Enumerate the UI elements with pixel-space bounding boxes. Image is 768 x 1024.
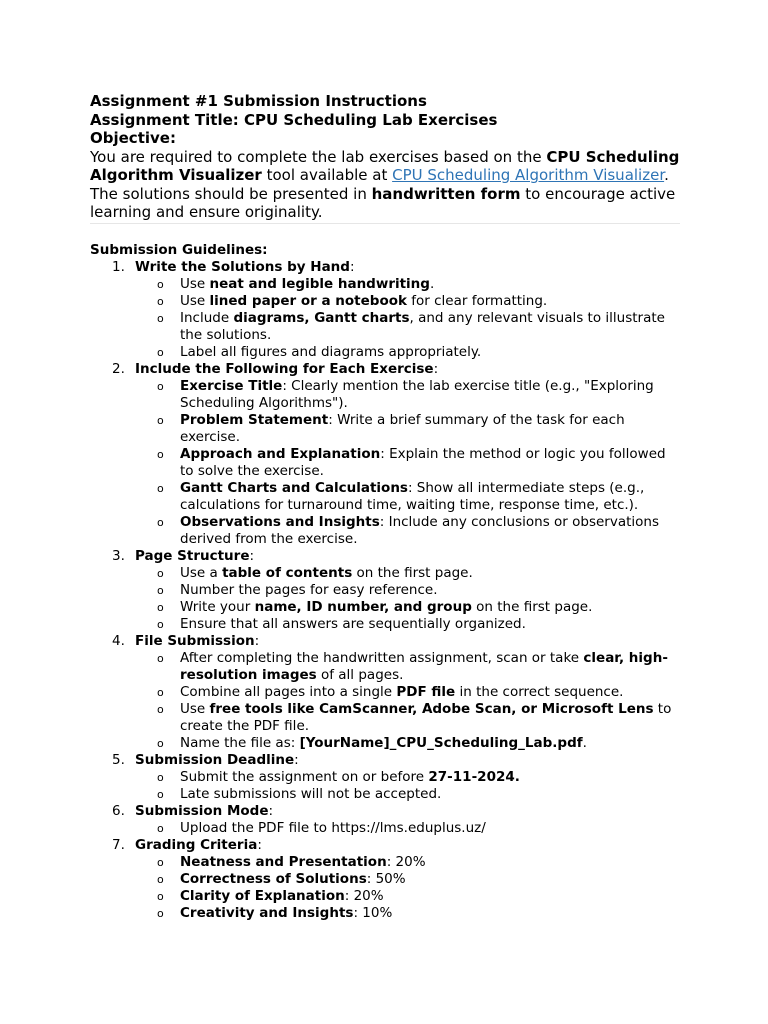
list-item [135,820,680,837]
section-number: 1. [112,258,125,275]
list-item [135,888,680,905]
bullet-marker: o [157,821,164,835]
item-bold-text: PDF file [396,683,456,700]
list-item [135,701,680,735]
list-item [135,514,680,548]
item-bold-text: Correctness of Solutions [180,870,367,887]
item-text: Use a [180,564,223,581]
list-item [135,293,680,310]
item-bold-text: [YourName]_CPU_Scheduling_Lab.pdf [299,734,583,751]
item-text: to create the PDF file. [180,700,672,734]
guideline-section: 5. Submission Deadline: o Submit the assignment on or before 27-11-2024. o Late submissions will not be accepted. [90,752,680,803]
item-text: . [582,734,587,751]
objective-paragraph [90,148,680,222]
list-item [135,650,680,684]
bullet-marker: o [157,277,164,291]
bullet-marker: o [157,651,164,665]
section-divider [90,223,680,224]
bullet-marker: o [157,566,164,580]
bullet-marker: o [157,617,164,631]
item-bold-text: lined paper or a notebook [209,292,407,309]
bullet-marker: o [157,311,164,325]
section-number: 5. [112,751,125,768]
section-title: Submission Mode [135,802,269,819]
section-number: 4. [112,632,125,649]
section-title: Page Structure [135,547,250,564]
item-text: Label all figures and diagrams appropriately. [180,343,482,360]
item-bold-text: Observations and Insights [180,513,380,530]
intro-text: . The solutions should be presented in [90,166,669,203]
bullet-marker: o [157,600,164,614]
bullet-marker: o [157,379,164,393]
item-bold-text: free tools like CamScanner, Adobe Scan, or Microsoft Lens [209,700,654,717]
item-text: on the first page. [471,598,593,615]
guidelines-list [90,259,680,922]
list-item [135,344,680,361]
guideline-section: 2. Include the Following for Each Exercise: o Exercise Title: Clearly mention the lab exercise title (e.g., "Exploring Scheduling Algorithms"). o Problem Statement: Write a brief summary of the task for each exercise. o Approach and Explanation: Explain the method or logic you followed to solve the exercise. o Gantt Charts and Calculations: Show all intermediate steps (e.g., calculations for turnaround time, waiting time, response time, etc.). o Observations and Insights: Include any conclusions or observations derived from the exercise. [90,361,680,548]
bullet-marker: o [157,685,164,699]
item-text: : 20% [386,853,426,870]
bullet-marker: o [157,889,164,903]
item-bold-text: Neatness and Presentation [180,853,387,870]
item-bold-text: Gantt Charts and Calculations [180,479,408,496]
list-item [135,378,680,412]
submission-guidelines-heading: Submission Guidelines: [90,241,268,258]
item-text: Number the pages for easy reference. [180,581,438,598]
item-bold-text: Exercise Title [180,377,283,394]
bullet-marker: o [157,481,164,495]
bullet-marker: o [157,787,164,801]
item-text: Include [180,309,234,326]
bullet-marker: o [157,736,164,750]
item-bold-text: Approach and Explanation [180,445,381,462]
list-item [135,871,680,888]
item-bold-text: name, ID number, and group [254,598,472,615]
intro-text: You are required to complete the lab exercises based on the [90,147,547,166]
bullet-marker: o [157,906,164,920]
item-text: in the correct sequence. [455,683,624,700]
section-items [135,650,680,752]
list-item [135,565,680,582]
section-title: Include the Following for Each Exercise [135,360,434,377]
section-title: Submission Deadline [135,751,295,768]
item-text: : Clearly mention the lab exercise title (e.g., "Exploring Scheduling Algorithms"). [180,377,654,411]
list-item [135,412,680,446]
list-item [135,854,680,871]
document-title: Assignment #1 Submission Instructions [90,92,427,110]
bullet-marker: o [157,447,164,461]
list-item [135,735,680,752]
item-bold-text: neat and legible handwriting [209,275,430,292]
item-bold-text: clear, high-resolution images [180,649,668,683]
guideline-section: 4. File Submission: o After completing the handwritten assignment, scan or take clear, high-resolution images of all pages. o Combine all pages into a single PDF file in the correct sequence. o Use free tools like CamScanner, Adobe Scan, or Microsoft Lens to create the PDF file. o Name the file as: [YourName]_CPU_Scheduling_Lab.pdf. [90,633,680,752]
section-number: 2. [112,360,125,377]
item-text: : 20% [344,887,384,904]
list-item [135,786,680,803]
section-items [135,820,680,837]
item-text: : Explain the method or logic you followed to solve the exercise. [180,445,666,479]
visualizer-link[interactable]: CPU Scheduling Algorithm Visualizer [392,166,665,184]
section-number: 3. [112,547,125,564]
item-bold-text: Clarity of Explanation [180,887,345,904]
item-text: : Show all intermediate steps (e.g., calculations for turnaround time, waiting time, response time, etc.). [180,479,645,513]
bullet-marker: o [157,294,164,308]
item-text: for clear formatting. [406,292,548,309]
list-item [135,684,680,701]
item-text: , and any relevant visuals to illustrate the solutions. [180,309,665,343]
list-item [135,276,680,293]
item-text: : Write a brief summary of the task for each exercise. [180,411,625,445]
item-bold-text: diagrams, Gantt charts [233,309,410,326]
item-text: . [429,275,435,292]
intro-bold-handwritten: handwritten form [371,184,521,203]
list-item [135,616,680,633]
intro-text: to encourage active learning and ensure originality. [90,184,676,221]
item-text: Submit the assignment on or before [180,768,429,785]
section-number: 6. [112,802,125,819]
section-title: Grading Criteria [135,836,258,853]
section-title: Write the Solutions by Hand [135,258,350,275]
list-item [135,446,680,480]
bullet-marker: o [157,583,164,597]
item-text: of all pages. [316,666,404,683]
guideline-section: 1. Write the Solutions by Hand: o Use neat and legible handwriting. o Use lined paper or a notebook for clear formatting. o Include diagrams, Gantt charts, and any relevant visuals to illustrate the solutions. o Label all figures and diagrams appropriately. [90,259,680,361]
intro-bold-tool: CPU Scheduling Algorithm Visualizer [90,147,680,184]
bullet-marker: o [157,872,164,886]
bullet-marker: o [157,770,164,784]
section-items [135,854,680,922]
item-text: Use [180,275,210,292]
item-text: on the first page. [352,564,473,581]
item-text: Write your [180,598,255,615]
bullet-marker: o [157,345,164,359]
guideline-section: 6. Submission Mode: o Upload the PDF file to https://lms.eduplus.uz/ [90,803,680,837]
item-text: Use [180,292,210,309]
item-text: Upload the PDF file to https://lms.eduplus.uz/ [180,819,486,836]
bullet-marker: o [157,515,164,529]
list-item [135,480,680,514]
item-text: Combine all pages into a single [180,683,397,700]
item-text: Name the file as: [180,734,300,751]
item-text: Use [180,700,210,717]
guideline-section: 7. Grading Criteria: o Neatness and Presentation: 20% o Correctness of Solutions: 50% o Clarity of Explanation: 20% o Creativity and Insights: 10% [90,837,680,922]
document-page [90,92,680,922]
item-text: : Include any conclusions or observations derived from the exercise. [180,513,659,547]
item-bold-text: Problem Statement [180,411,329,428]
guideline-section: 3. Page Structure: o Use a table of contents on the first page. o Number the pages for easy reference. o Write your name, ID number, and group on the first page. o Ensure that all answers are sequentially organized. [90,548,680,633]
list-item [135,582,680,599]
bullet-marker: o [157,702,164,716]
item-text: Late submissions will not be accepted. [180,785,442,802]
section-title: File Submission [135,632,255,649]
list-item [135,769,680,786]
list-item [135,310,680,344]
item-text: : 10% [353,904,393,921]
bullet-marker: o [157,855,164,869]
item-text: After completing the handwritten assignment, scan or take [180,649,584,666]
item-bold-text: 27-11-2024. [428,768,520,785]
item-text: : 50% [366,870,406,887]
assignment-title: Assignment Title: CPU Scheduling Lab Exercises [90,110,498,129]
section-items [135,565,680,633]
item-bold-text: table of contents [222,564,353,581]
list-item [135,599,680,616]
bullet-marker: o [157,413,164,427]
section-items [135,769,680,803]
item-text: Ensure that all answers are sequentially organized. [180,615,526,632]
list-item [135,905,680,922]
section-items [135,276,680,361]
section-items [135,378,680,548]
section-number: 7. [112,836,125,853]
intro-text: tool available at [261,166,393,184]
objective-heading: Objective: [90,129,176,147]
item-bold-text: Creativity and Insights [180,904,354,921]
